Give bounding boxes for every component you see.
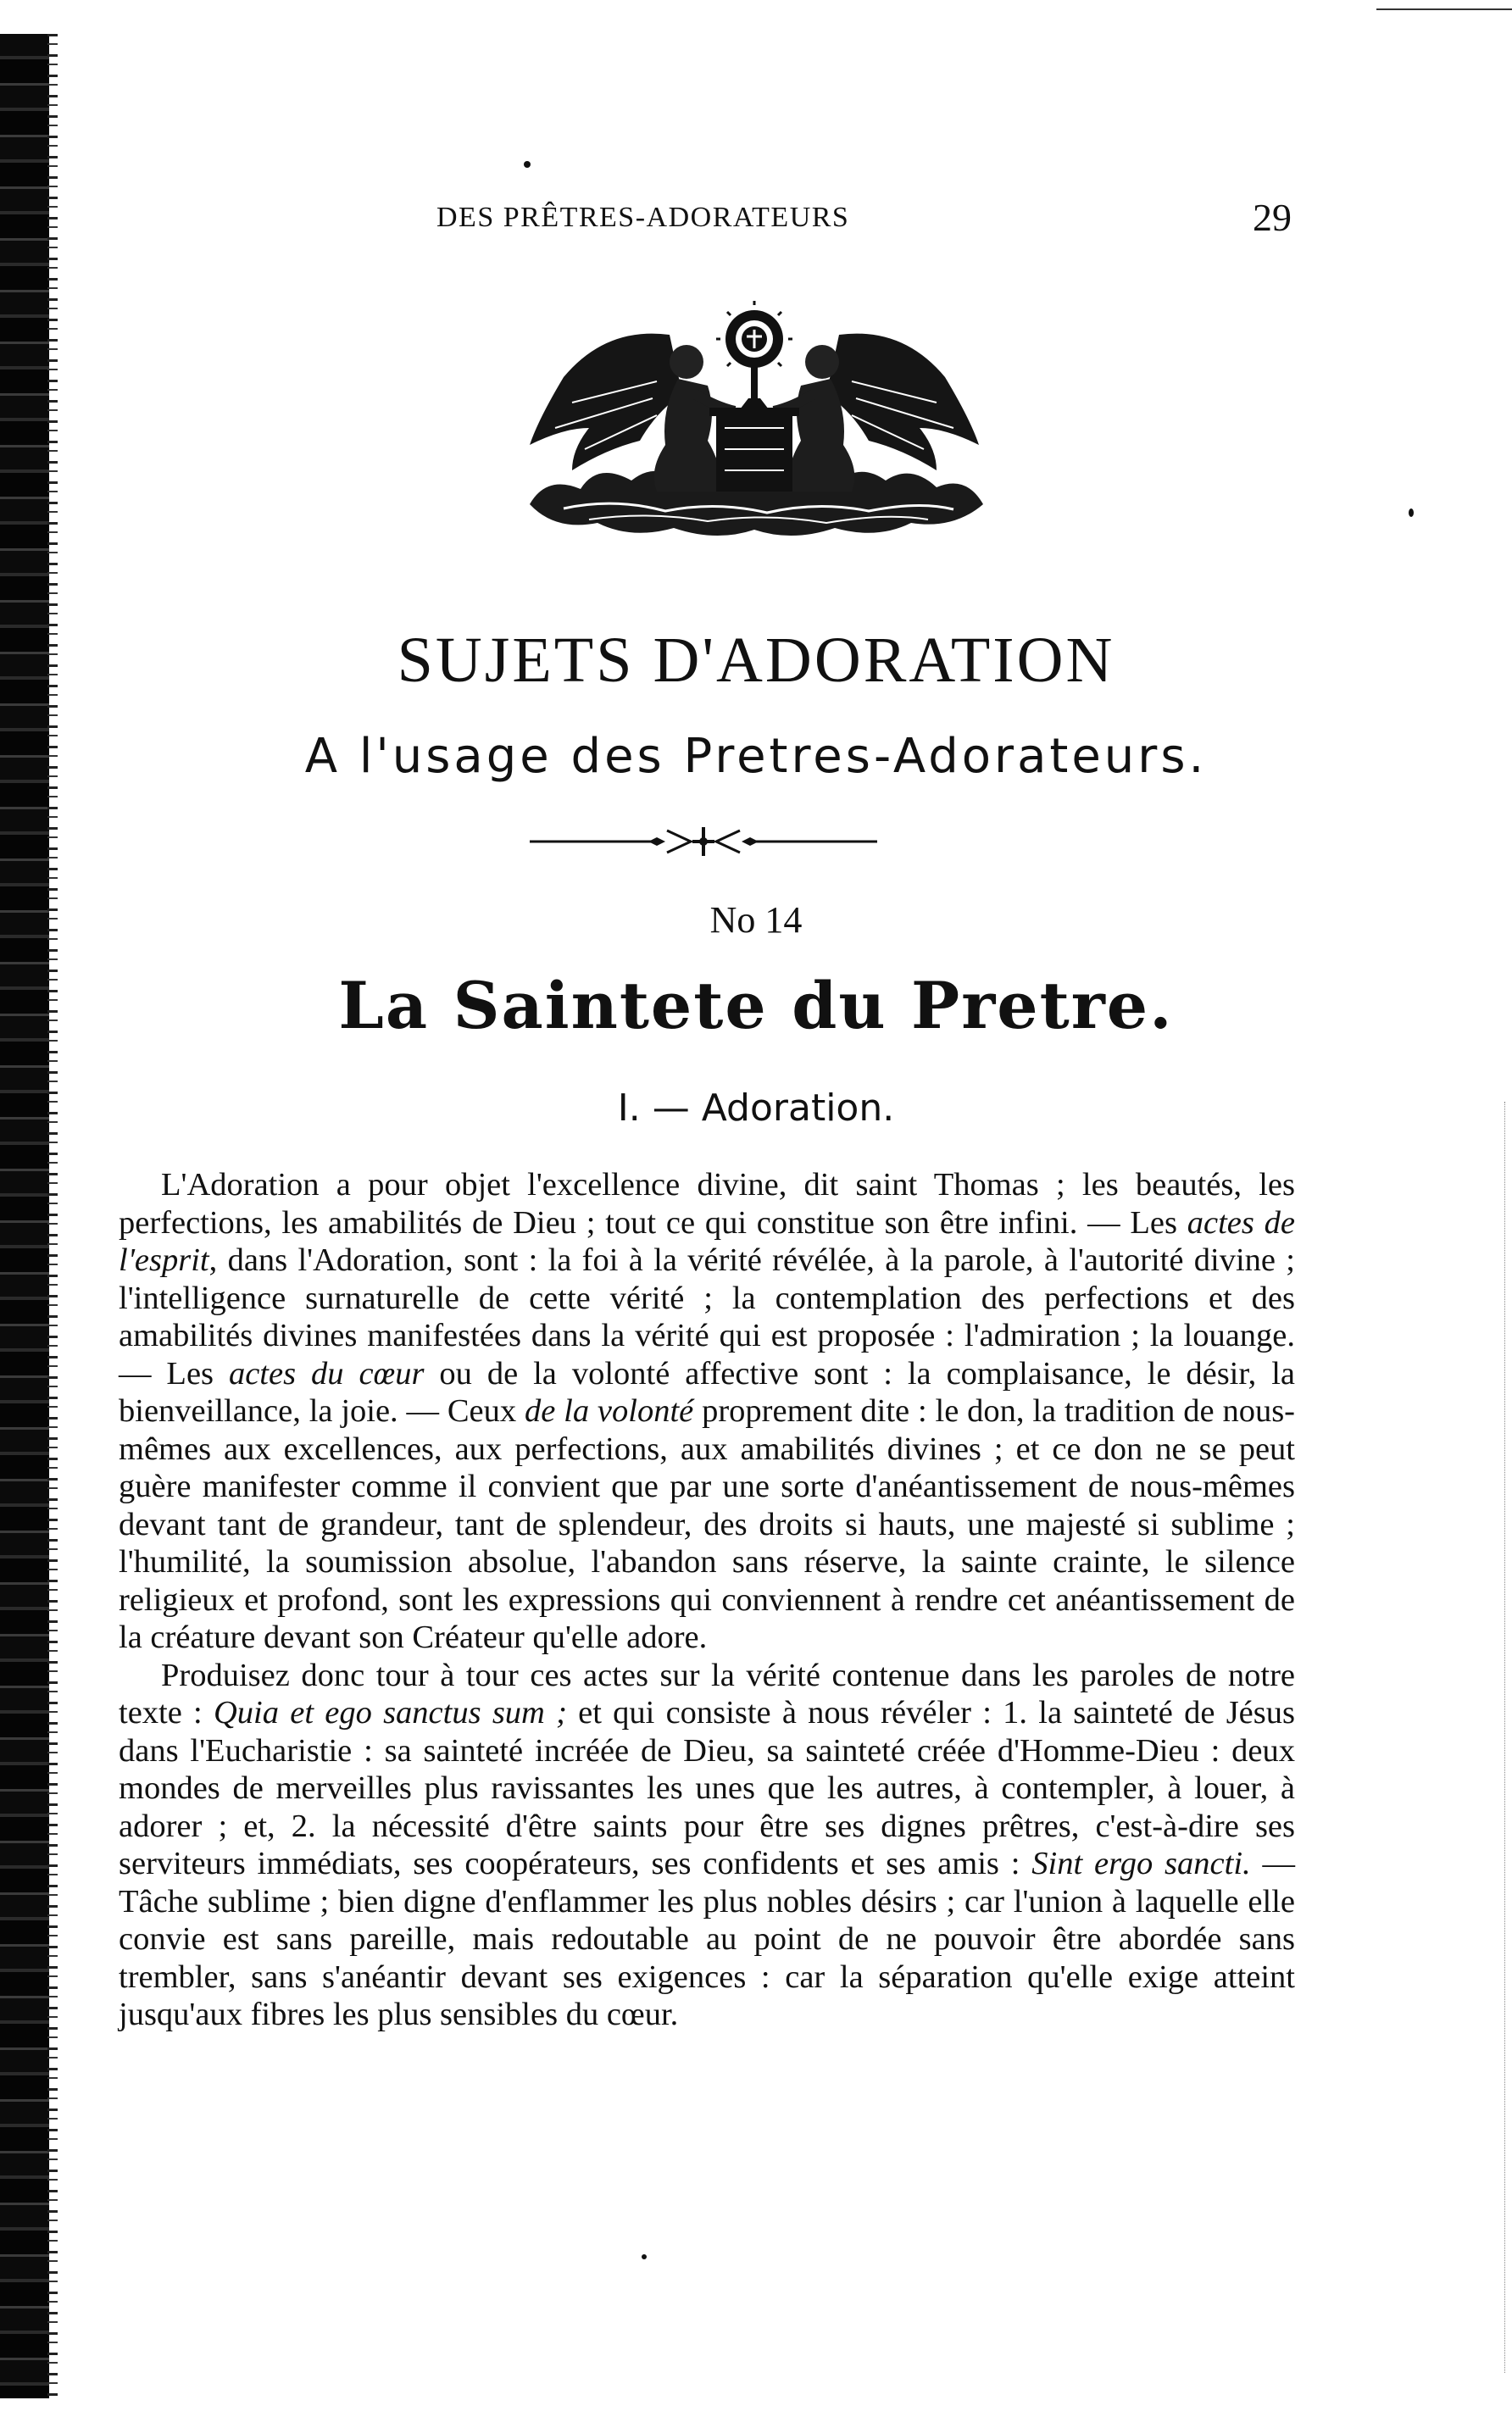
running-head: DES PRÊTRES-ADORATEURS [436,202,850,233]
binding-edge [0,34,49,2398]
text-run: , dans l'Adoration, sont : la foi à la vérité révélée, à la parole, à l'autorité divine ; l'intelligence surnaturelle de cette vérité ; la contemplation des perfections et des amabilités divines manifestées dans la vérité qui est proposée : l'admiration ; la louange. — Les [119,1242,1295,1392]
italic-run: actes du cœur [228,1355,425,1392]
text-run: proprement dite : le don, la tradition de nous-mêmes aux excellences, aux perfections, aux amabilités divines ; et ce don ne se peut guère manifester comme il convient que par une sorte d'anéantissement de nous-mêmes devant tant de grandeur, tant de splendeur, des droits si hauts, une majesté si sublime ; l'humilité, la soumission absolue, l'abandon sans réserve, la sainte crainte, le silence religieux et profond, sont les expressions qui conviennent à rendre cet anéantissement de la créature devant son Créateur qu'elle adore. [119,1393,1296,1655]
ink-speck [524,161,531,168]
text-run: L'Adoration a pour objet l'excellence divine, dit saint Thomas ; les beautés, les perfections, les amabilités de Dieu ; tout ce qui constitue son être infini. — Les [119,1167,1295,1241]
italic-run: actes de l'esprit [119,1204,1295,1278]
top-rule [1376,8,1512,10]
page-number: 29 [1253,196,1292,239]
italic-run: Quia et ego sanctus sum ; [214,1695,567,1731]
subject-number: No 14 [709,899,803,941]
title: SUJETS D'ADORATION [397,625,1115,696]
right-margin-rule [1504,1102,1505,2373]
italic-run: Sint ergo sancti. [1031,1846,1251,1881]
ink-speck [1409,508,1414,517]
text-run: et qui consiste à nous révéler : 1. la sainteté de Jésus dans l'Eucharistie : sa sainteté incréée de Dieu, sa sainteté créée d'Homme-Dieu : deux mondes de merveilles plus ravissantes les unes que les autres, à contempler, à louer, à adorer ; et, 2. la nécessité d'être saints pour être ses dignes prêtres, c'est-à-dire ses serviteurs immédiats, ses coopérateurs, ses confidents et ses amis : [119,1695,1295,1881]
text-run: Produisez donc tour à tour ces actes sur la vérité contenue dans les paroles de notre texte : [119,1657,1295,1731]
chapter-heading: La Saintete du Pretre. [338,968,1174,1043]
text-run: — Tâche sublime ; bien digne d'enflammer les plus nobles désirs ; car l'union à laquelle elle convie est sans pareille, mais redoutable au point de ne pouvoir être abordée sans trembler, sans s'anéantir devant ses exigences : car la séparation qu'elle exige atteint jusqu'aux fibres les plus sensibles du cœur. [119,1846,1295,2032]
paragraph [119,1166,1295,1657]
section-heading: I. — Adoration. [617,1086,895,1130]
body-text [119,1166,1295,2034]
text-run: ou de la volonté affective sont : la complaisance, le désir, la bienveillance, la joie. — Ceux [119,1355,1296,1429]
paragraph [119,1657,1295,2034]
ink-speck [642,2254,647,2259]
italic-run: de la volonté [524,1393,694,1429]
subtitle: A l'usage des Pretres-Adorateurs. [304,729,1208,784]
angels-monstrance-vignette [513,301,996,542]
ornament-divider [530,820,877,863]
